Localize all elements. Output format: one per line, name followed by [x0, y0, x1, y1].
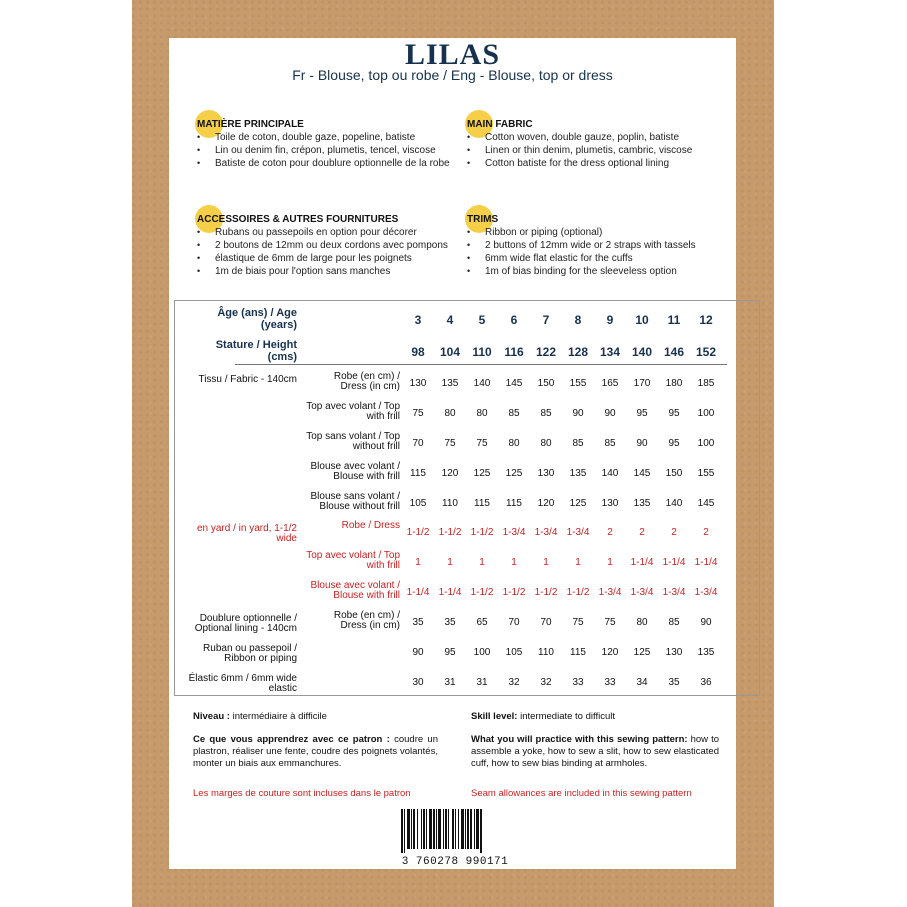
height-cell: 122: [535, 345, 557, 359]
barcode-bar: [452, 809, 454, 849]
table-cell: 95: [668, 408, 680, 419]
row-label: Robe (en cm) / Dress (in cm): [333, 610, 400, 631]
section-fr-trims: [197, 213, 457, 278]
table-cell: 1: [415, 557, 421, 568]
en-learn-text: how to assemble a yoke, how to sew a slit, how to sew elasticated cuff, how to sew bias binding at armholes.: [471, 734, 719, 769]
en-level-value: intermediate to difficult: [517, 711, 615, 722]
table-cell: 185: [697, 378, 715, 389]
barcode-bar: [480, 809, 482, 853]
barcode-bar: [448, 809, 449, 849]
header-divider: [235, 364, 727, 365]
barcode-bar: [417, 809, 418, 849]
barcode-bar: [438, 809, 441, 849]
row-label: Top avec volant / Top with frill: [306, 550, 400, 571]
table-cell: 135: [697, 647, 715, 658]
table-cell: 85: [604, 438, 616, 449]
barcode-bar: [436, 809, 437, 849]
fr-learn: [193, 734, 438, 770]
barcode-bar: [470, 809, 472, 849]
section-fr-fabric: [197, 118, 457, 170]
table-cell: 85: [540, 408, 552, 419]
barcode-bar: [443, 809, 444, 849]
table-cell: 1-1/4: [630, 557, 654, 568]
table-cell: 1-3/4: [662, 587, 686, 598]
age-header: Âge (ans) / Age (years): [217, 307, 297, 331]
table-cell: 130: [409, 378, 427, 389]
table-cell: 170: [633, 378, 651, 389]
barcode-bar: [476, 809, 479, 849]
barcode-bar: [429, 809, 432, 849]
table-cell: 1-3/4: [566, 527, 590, 538]
table-cell: 145: [633, 468, 651, 479]
table-cell: 95: [668, 438, 680, 449]
pattern-sheet: [169, 38, 736, 869]
barcode-bar: [445, 809, 447, 849]
table-cell: 1-1/2: [502, 587, 526, 598]
table-cell: 1-1/4: [694, 557, 718, 568]
row-label: Robe / Dress: [341, 520, 400, 531]
table-cell: 75: [476, 438, 488, 449]
list-item: • 2 buttons of 12mm wide or 2 straps with tassels: [467, 239, 727, 252]
height-cell: 110: [472, 345, 492, 359]
table-cell: 145: [505, 378, 523, 389]
list-item: • 1m of bias binding for the sleeveless option: [467, 265, 727, 278]
table-cell: 1-1/2: [566, 587, 590, 598]
table-cell: 65: [476, 617, 488, 628]
barcode-bar: [465, 809, 466, 849]
barcode-bar: [407, 809, 410, 849]
height-header: Stature / Height (cms): [215, 339, 297, 363]
table-cell: 130: [601, 498, 619, 509]
row-label: Top avec volant / Top with frill: [306, 401, 400, 422]
list-item: • Batiste de coton pour doublure optionnelle de la robe: [197, 157, 457, 170]
item-list: [197, 131, 457, 170]
en-level: [471, 711, 719, 723]
table-cell: 1: [543, 557, 549, 568]
table-cell: 150: [537, 378, 555, 389]
table-cell: 125: [633, 647, 651, 658]
list-item: • 2 boutons de 12mm ou deux cordons avec pompons: [197, 239, 457, 252]
table-cell: 140: [665, 498, 683, 509]
barcode-number: 3 760278 990171: [401, 856, 509, 868]
table-cell: 75: [604, 617, 616, 628]
age-cell: 6: [510, 313, 518, 327]
row-label: Robe (en cm) / Dress (in cm): [333, 371, 400, 392]
height-cell: 152: [695, 345, 717, 359]
fr-learn-text: coudre un plastron, réaliser une fente, coudre des poignets volantés, monter un biais aux emmanchures.: [193, 734, 438, 769]
row-label: Blouse sans volant / Blouse without frill: [310, 491, 400, 512]
barcode-bars: [395, 809, 515, 853]
table-cell: 70: [540, 617, 552, 628]
table-cell: 33: [572, 677, 584, 688]
en-level-label: Skill level:: [471, 711, 518, 722]
table-cell: 80: [476, 408, 488, 419]
row-label: Blouse avec volant / Blouse with frill: [310, 461, 400, 482]
table-cell: 85: [572, 438, 584, 449]
table-cell: 1: [607, 557, 613, 568]
table-cell: 1-3/4: [694, 587, 718, 598]
table-cell: 125: [569, 498, 587, 509]
barcode: [395, 809, 515, 868]
list-item: • Cotton batiste for the dress optional lining: [467, 157, 727, 170]
table-cell: 1-1/2: [406, 527, 430, 538]
table-cell: 1: [511, 557, 517, 568]
table-cell: 31: [476, 677, 488, 688]
table-cell: 130: [537, 468, 555, 479]
table-cell: 115: [570, 647, 586, 658]
table-cell: 1-1/4: [438, 587, 462, 598]
table-cell: 33: [604, 677, 616, 688]
table-cell: 1-1/4: [406, 587, 430, 598]
table-cell: 35: [444, 617, 456, 628]
table-cell: 85: [508, 408, 520, 419]
barcode-bar: [404, 809, 405, 853]
table-cell: 1-1/2: [470, 527, 494, 538]
table-cell: 125: [505, 468, 523, 479]
age-cell: 5: [478, 313, 486, 327]
table-cell: 80: [508, 438, 520, 449]
list-item: • 6mm wide flat elastic for the cuffs: [467, 252, 727, 265]
table-cell: 80: [540, 438, 552, 449]
height-cell: 98: [411, 345, 425, 359]
table-cell: 1: [479, 557, 485, 568]
section-en-fabric: [467, 118, 727, 170]
table-cell: 95: [636, 408, 648, 419]
section-en-trims: [467, 213, 727, 278]
height-cell: 140: [631, 345, 653, 359]
table-cell: 125: [473, 468, 491, 479]
section-heading: MAIN FABRIC: [467, 119, 533, 130]
table-cell: 120: [441, 468, 459, 479]
table-cell: 105: [505, 647, 523, 658]
table-cell: 2: [671, 527, 677, 538]
barcode-bar: [411, 809, 412, 849]
table-cell: 140: [473, 378, 491, 389]
table-cell: 1-3/4: [502, 527, 526, 538]
en-seam-note: Seam allowances are included in this sewing pattern: [471, 788, 692, 799]
list-item: • Linen or thin denim, plumetis, cambric, viscose: [467, 144, 727, 157]
height-cell: 116: [504, 345, 524, 359]
table-cell: 135: [441, 378, 459, 389]
section-heading: MATIÈRE PRINCIPALE: [197, 119, 304, 130]
table-cell: 150: [665, 468, 683, 479]
table-cell: 115: [410, 468, 426, 479]
table-cell: 1-1/4: [662, 557, 686, 568]
table-cell: 180: [665, 378, 683, 389]
table-cell: 1-1/2: [534, 587, 558, 598]
table-cell: 80: [444, 408, 456, 419]
table-cell: 90: [412, 647, 424, 658]
barcode-bar: [413, 809, 415, 849]
table-cell: 75: [572, 617, 584, 628]
table-cell: 135: [569, 468, 587, 479]
table-cell: 1-3/4: [630, 587, 654, 598]
table-cell: 165: [601, 378, 619, 389]
row-group-label: Élastic 6mm / 6mm wide elastic: [188, 673, 297, 694]
list-item: • Lin ou denim fin, crépon, plumetis, tencel, viscose: [197, 144, 457, 157]
table-cell: 1: [575, 557, 581, 568]
fr-level: [193, 711, 438, 723]
table-cell: 1-3/4: [598, 587, 622, 598]
table-cell: 85: [668, 617, 680, 628]
pattern-title: LILAS: [404, 38, 501, 71]
row-group-label: Tissu / Fabric - 140cm: [198, 374, 297, 385]
en-learn: [471, 734, 719, 770]
table-cell: 31: [444, 677, 456, 688]
age-cell: 7: [542, 313, 550, 327]
table-cell: 70: [412, 438, 424, 449]
table-cell: 32: [508, 677, 520, 688]
barcode-bar: [401, 809, 403, 853]
table-cell: 120: [601, 647, 619, 658]
item-list: [467, 226, 727, 278]
row-group-label: Doublure optionnelle / Optional lining - 140cm: [194, 613, 297, 634]
height-cell: 134: [599, 345, 621, 359]
table-cell: 115: [474, 498, 490, 509]
fr-seam-note: Les marges de couture sont incluses dans le patron: [193, 788, 411, 799]
table-cell: 145: [697, 498, 715, 509]
table-cell: 75: [444, 438, 456, 449]
table-cell: 1-3/4: [534, 527, 558, 538]
item-list: [467, 131, 727, 170]
table-cell: 90: [700, 617, 712, 628]
table-cell: 140: [601, 468, 619, 479]
item-list: [197, 226, 457, 278]
list-item: • Ribbon or piping (optional): [467, 226, 727, 239]
list-item: • Cotton woven, double gauze, poplin, batiste: [467, 131, 727, 144]
table-cell: 105: [409, 498, 427, 509]
age-cell: 12: [699, 313, 713, 327]
table-cell: 120: [537, 498, 555, 509]
table-cell: 90: [572, 408, 584, 419]
row-label: Top sans volant / Top without frill: [306, 431, 400, 452]
table-cell: 115: [506, 498, 522, 509]
barcode-bar: [461, 809, 464, 849]
fr-level-value: intermédiaire à difficile: [229, 711, 327, 722]
table-cell: 110: [442, 498, 458, 509]
age-cell: 4: [446, 313, 454, 327]
table-cell: 35: [668, 677, 680, 688]
table-cell: 2: [639, 527, 645, 538]
table-cell: 1-1/2: [470, 587, 494, 598]
list-item: • 1m de biais pour l'option sans manches: [197, 265, 457, 278]
table-cell: 30: [412, 677, 424, 688]
table-cell: 90: [636, 438, 648, 449]
barcode-bar: [455, 809, 456, 849]
table-cell: 75: [412, 408, 424, 419]
table-cell: 100: [697, 408, 715, 419]
table-cell: 1-1/2: [438, 527, 462, 538]
fr-level-label: Niveau :: [193, 711, 230, 722]
pattern-subtitle: Fr - Blouse, top ou robe / Eng - Blouse, top or dress: [292, 67, 613, 83]
section-heading: ACCESSOIRES & AUTRES FOURNITURES: [197, 214, 399, 225]
table-cell: 155: [697, 468, 715, 479]
table-cell: 135: [633, 498, 651, 509]
table-cell: 100: [473, 647, 491, 658]
barcode-bar: [423, 809, 425, 849]
table-cell: 2: [607, 527, 613, 538]
height-cell: 128: [567, 345, 589, 359]
age-cell: 8: [574, 313, 582, 327]
age-cell: 3: [414, 313, 422, 327]
list-item: • Toile de coton, double gaze, popeline, batiste: [197, 131, 457, 144]
age-cell: 11: [667, 313, 681, 327]
table-cell: 90: [604, 408, 616, 419]
table-cell: 36: [700, 677, 712, 688]
barcode-bar: [458, 809, 459, 849]
size-chart-table: [174, 300, 760, 696]
en-learn-label: What you will practice with this sewing pattern:: [471, 734, 688, 745]
table-cell: 34: [636, 677, 648, 688]
barcode-bar: [426, 809, 427, 849]
table-cell: 32: [540, 677, 552, 688]
height-cell: 146: [663, 345, 685, 359]
table-cell: 80: [636, 617, 648, 628]
table-cell: 100: [697, 438, 715, 449]
age-cell: 9: [606, 313, 614, 327]
age-cell: 10: [635, 313, 649, 327]
table-cell: 70: [508, 617, 520, 628]
table-cell: 35: [412, 617, 424, 628]
row-group-label: Ruban ou passepoil / Ribbon or piping: [203, 643, 297, 664]
list-item: • Rubans ou passepoils en option pour décorer: [197, 226, 457, 239]
table-cell: 110: [538, 647, 554, 658]
row-label: Blouse avec volant / Blouse with frill: [310, 580, 400, 601]
table-cell: 155: [569, 378, 587, 389]
barcode-bar: [467, 809, 469, 849]
row-group-label: en yard / in yard, 1-1/2 wide: [196, 523, 297, 544]
barcode-bar: [474, 809, 475, 849]
list-item: • élastique de 6mm de large pour les poignets: [197, 252, 457, 265]
table-cell: 130: [665, 647, 683, 658]
barcode-bar: [421, 809, 422, 849]
barcode-bar: [433, 809, 435, 849]
height-cell: 104: [439, 345, 461, 359]
table-cell: 2: [703, 527, 709, 538]
table-cell: 1: [447, 557, 453, 568]
fr-learn-label: Ce que vous apprendrez avec ce patron :: [193, 734, 390, 745]
section-heading: TRIMS: [467, 214, 499, 225]
table-cell: 95: [444, 647, 456, 658]
